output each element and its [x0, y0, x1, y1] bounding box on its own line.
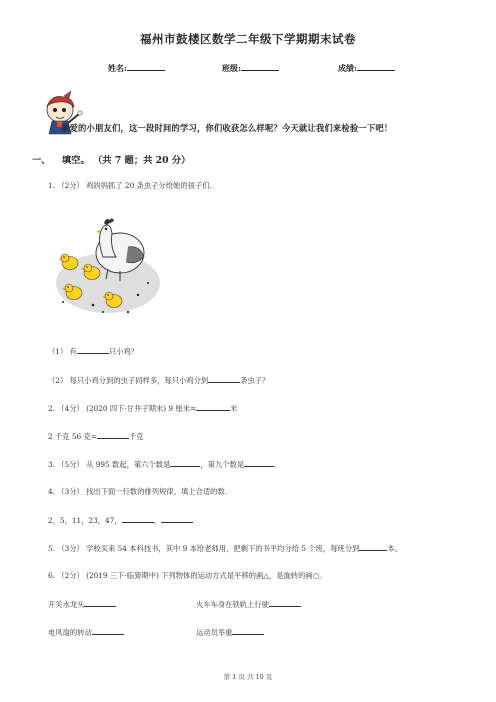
section-title: 填空。 （共 7 题；共 20 分）: [61, 155, 191, 166]
q3-blank-1[interactable]: [170, 459, 200, 467]
q4-blank-2[interactable]: [161, 515, 193, 523]
q1-sub1: [48, 346, 138, 357]
class-blank[interactable]: [241, 62, 279, 71]
q1-sub2-blank[interactable]: [208, 375, 240, 383]
name-label: 姓名:: [108, 63, 127, 73]
q6-item-2-blank[interactable]: [269, 599, 301, 607]
q4-sep: ，: [153, 516, 161, 525]
q6-item-2: [196, 599, 301, 610]
q6-text: 6. （2分） (2019 三下·临猗期中) 下列物体的运动方式是平移的画△，是旋转的画○。: [48, 571, 327, 580]
score-label: 成绩:: [338, 63, 357, 73]
score-blank[interactable]: [357, 62, 395, 71]
q1-sub2: [48, 375, 269, 386]
class-label: 班级:: [222, 63, 241, 73]
q6-item-1-label: 开关水龙头: [48, 600, 85, 609]
q1-sub2-tail: 条虫子？: [240, 376, 270, 385]
q6-item-1: [48, 599, 116, 610]
section-heading: [32, 152, 190, 166]
q3-line: [48, 459, 281, 470]
q3-end: 。: [274, 460, 282, 469]
q2-blank-2[interactable]: [97, 431, 129, 439]
name-field: [108, 62, 165, 74]
q2-blank-1[interactable]: [196, 403, 230, 411]
q5-text: 5. （3分） 学校买来 54 本科技书，其中 9 本给老师用，把剩下的书平均分给 5 个班，每班分到: [48, 544, 360, 553]
q4-text: 4. （3分） 找出下面一行数的排列规律，填上合适的数.: [48, 487, 228, 496]
q4-blank-1[interactable]: [122, 515, 154, 523]
q5-blank[interactable]: [359, 543, 387, 551]
q1-sub2-text: （2） 每只小鸡分到的虫子同样多，每只小鸡分到: [48, 376, 209, 385]
section-number: 一、: [32, 155, 51, 166]
name-blank[interactable]: [127, 62, 165, 71]
page-footer: 第 1 页 共 10 页: [223, 673, 273, 681]
q3-blank-2[interactable]: [244, 459, 274, 467]
q6-item-4-label: 运动员举重: [196, 628, 233, 637]
page-title: 福州市鼓楼区数学二年级下学期期末试卷: [140, 32, 356, 46]
q5-unit: 本。: [387, 544, 403, 553]
q6-item-3-blank[interactable]: [92, 627, 124, 635]
q6-item-3-label: 电风扇的转动: [48, 628, 92, 637]
q3-text: 3. （5分） 从 995 数起，第六个数是: [48, 460, 171, 469]
q2-unit-2: 千克: [128, 432, 144, 441]
q2-line2-text: 2 千克 56 克=: [48, 432, 97, 441]
q5-line: [48, 543, 402, 554]
q2-unit-1: 米: [230, 404, 238, 413]
q1-text: 1. （2分） 鸡妈妈抓了 20 条虫子分给她的孩子们.: [48, 181, 212, 190]
q2-line1: [48, 403, 237, 414]
q4-sequence: [48, 515, 193, 526]
hen-and-chicks-illustration: [48, 207, 164, 329]
intro-text: 亲爱的小朋友们，这一段时间的学习，你们收获怎么样呢？今天就让我们来检验一下吧！: [61, 123, 393, 133]
q1-sub1-text: （1） 有: [48, 347, 77, 356]
score-field: [338, 62, 395, 74]
q3-text-2: ，第九个数是: [200, 460, 245, 469]
q1-sub1-tail: 只小鸡？: [108, 347, 139, 356]
q6-item-4-blank[interactable]: [232, 627, 264, 635]
q1-sub1-blank[interactable]: [77, 346, 109, 354]
q6-item-1-blank[interactable]: [84, 599, 116, 607]
q6-item-2-label: 火车车身在铁轨上行驶: [196, 600, 269, 609]
q6-item-3: [48, 627, 124, 638]
q2-text: 2. （4分） (2020 四下·甘井子期末) 9 厘米=: [48, 404, 197, 413]
q4-seq-text: 2，5，11，23，47，: [48, 516, 122, 525]
class-field: [222, 62, 279, 74]
q2-line2: [48, 431, 143, 442]
q6-item-4: [196, 627, 264, 638]
